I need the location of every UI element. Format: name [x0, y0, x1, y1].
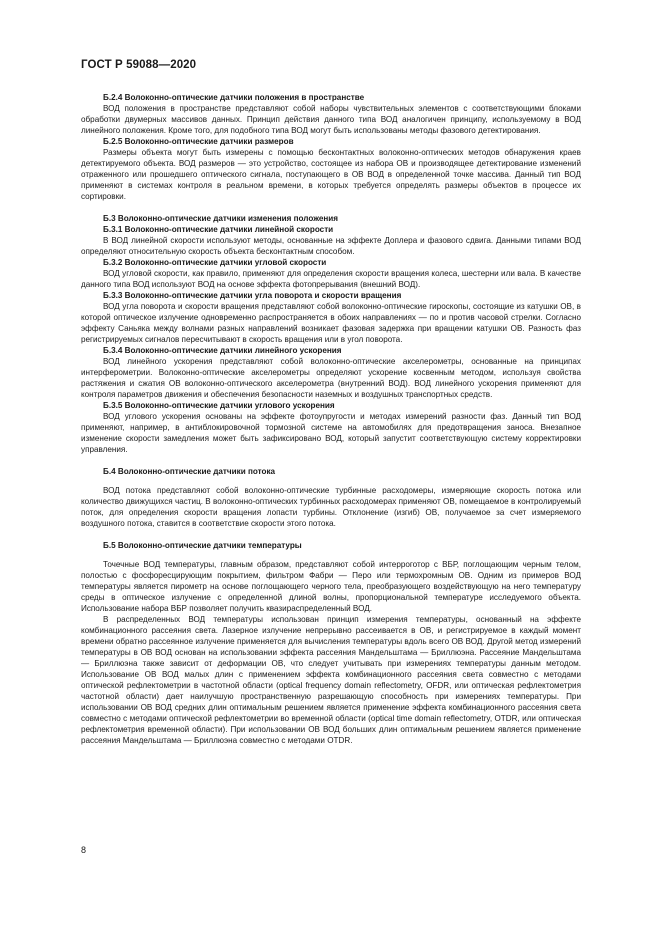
paragraph: В ВОД линейной скорости используют методы, основанные на эффекте Доплера и фазового сдвига. Данными типами ВОД определяют относительную скорость объекта бесконтактным способом. [81, 236, 581, 256]
paragraph: ВОД угловой скорости, как правило, применяют для определения скорости вращения колеса, шестерни или вала. В качестве данного типа ВОД используют ВОД на основе эффекта фотопрерывания (внешний ВОД). [81, 269, 581, 289]
paragraph: ВОД угла поворота и скорости вращения представляют собой волоконно-оптические гироскопы, состоящие из катушки ОВ, в которой оптическое излучение одновременно распространяется в обоих направлениях — по и против часовой стрелки. Согласно эффекту Саньяка между волнами разных направлений возникает фазовая задержка при вращении катушки ОВ. Разность фаз регистрируемых сигналов пересчитывают в скорость вращения или в угол поворота. [81, 302, 581, 344]
subsection-heading: Б.3.5 Волоконно-оптические датчики углового ускорения [103, 401, 335, 410]
document-body [81, 92, 581, 746]
subsection-heading: Б.2.5 Волоконно-оптические датчики размеров [103, 137, 294, 146]
paragraph: ВОД потока представляют собой волоконно-оптические турбинные расходомеры, измеряющие скорость потока или количество движущихся частиц. В волоконно-оптических турбинных расходомерах применяют ОВ, помещаемое в контролируемый поток, для определения скорости вращения лопасти турбины. Отклонение (изгиб) ОВ, получаемое за счет измеряемого воздушного потока, ставится в соответствие скорости этого потока. [81, 486, 581, 528]
subsection-heading: Б.3.4 Волоконно-оптические датчики линейного ускорения [103, 346, 342, 355]
spacer [81, 477, 581, 485]
section-heading: Б.4 Волоконно-оптические датчики потока [103, 467, 276, 476]
subsection-heading: Б.2.4 Волоконно-оптические датчики положения в пространстве [103, 93, 365, 102]
paragraph: ВОД линейного ускорения представляют собой волоконно-оптические акселерометры, основанные на принципах интерферометрии. Волоконно-оптические акселерометры определяют ускорение косвенным методом, используя свойства растяжения и сжатия ОВ волоконно-оптического акселерометра (внутренний ВОД). ВОД линейного ускорения применяют для контроля параметров движения и обеспечения безопасности наземных и воздушных транспортных средств. [81, 357, 581, 399]
paragraph: В распределенных ВОД температуры использован принцип измерения температуры, основанный на эффекте комбинационного рассеяния света. Лазерное излучение непрерывно рассеивается в ОВ, и регистрируемое в каждый момент времени обратно рассеянное излучение применяется для вычисления температуры вдоль всего ОВ ВОД. Другой метод измерений температуры в ОВ ВОД основан на использовании эффекта рассеяния Мандельштама — Бриллюэна. Рассеяние Мандельштама — Бриллюэна также зависит от деформации ОВ, что следует учитывать при измерениях температуры данным методом. Использование ОВ ВОД малых длин с применением эффекта комбинационного рассеяния света совместно с методами оптической рефлектометрии в частотной области (optical frequency domain reflectometry, OFDR, или оптическая рефлектометрия частотной области) дает наилучшую пространственную разрешающую способность при измерениях температуры. При использовании ОВ ВОД средних длин оптимальным решением является применение эффекта комбинационного рассеяния света совместно с методами оптической рефлектометрии во временной области (optical time domain reflectometry, OTDR, или оптическая рефлектометрия временной области). При использовании ОВ ВОД больших длин оптимальным решением является применение рассеяния Мандельштама — Бриллюэна совместно с методами OTDR. [81, 615, 581, 745]
spacer [81, 551, 581, 559]
section-heading: Б.3 Волоконно-оптические датчики изменения положения [103, 214, 339, 223]
paragraph: ВОД положения в пространстве представляют собой наборы чувствительных элементов с соответствующими блоками обработки двумерных массивов данных. Принцип действия данного типа ВОД аналогичен принципу, используемому в ВОД линейного положения. Кроме того, для подобного типа ВОД могут быть использованы методы фазового детектирования. [81, 104, 581, 135]
paragraph: Размеры объекта могут быть измерены с помощью бесконтактных волоконно-оптических методов обнаружения краев детектируемого объекта. ВОД размеров — это устройство, состоящее из набора ОВ и производящее детектирование изменений отраженного или прошедшего оптического сигнала, поступающего в ОВ ВОД в определенной точке массива. Данный тип ВОД применяют в системах контроля в реальном времени, в которых требуется определять размеры объектов в процессе их сортировки. [81, 148, 581, 201]
subsection-heading: Б.3.3 Волоконно-оптические датчики угла поворота и скорости вращения [103, 291, 402, 300]
subsection-heading: Б.3.2 Волоконно-оптические датчики угловой скорости [103, 258, 327, 267]
paragraph: ВОД углового ускорения основаны на эффекте фотоупругости и методах измерений разности фаз. Данный тип ВОД применяют, например, в антиблокировочной тормозной системе на автомобилях для предотвращения заноса. Внезапное изменение скорости замедления может быть зафиксировано ВОД, который запустит соответствующую систему корректировки управления. [81, 412, 581, 454]
document-header: ГОСТ Р 59088—2020 [81, 59, 197, 71]
page-number: 8 [81, 845, 87, 855]
subsection-heading: Б.3.1 Волоконно-оптические датчики линейной скорости [103, 225, 334, 234]
section-heading: Б.5 Волоконно-оптические датчики температуры [103, 541, 302, 550]
paragraph: Точечные ВОД температуры, главным образом, представляют собой интерроготор с ВБР, поглощающим черным телом, полостью с фосфоресцирующим покрытием, фильтром Фабри — Перо или термохромным ОВ. Одним из примеров ВОД температуры является пирометр на основе поглощающего черного тела, преобразующего воздействующую на него температуру среды в оптическое излучение с определенной длиной волны, пропорциональной температуре исследуемого объекта. Использование набора ВБР позволяет получить квазираспределенный ВОД. [81, 560, 581, 613]
